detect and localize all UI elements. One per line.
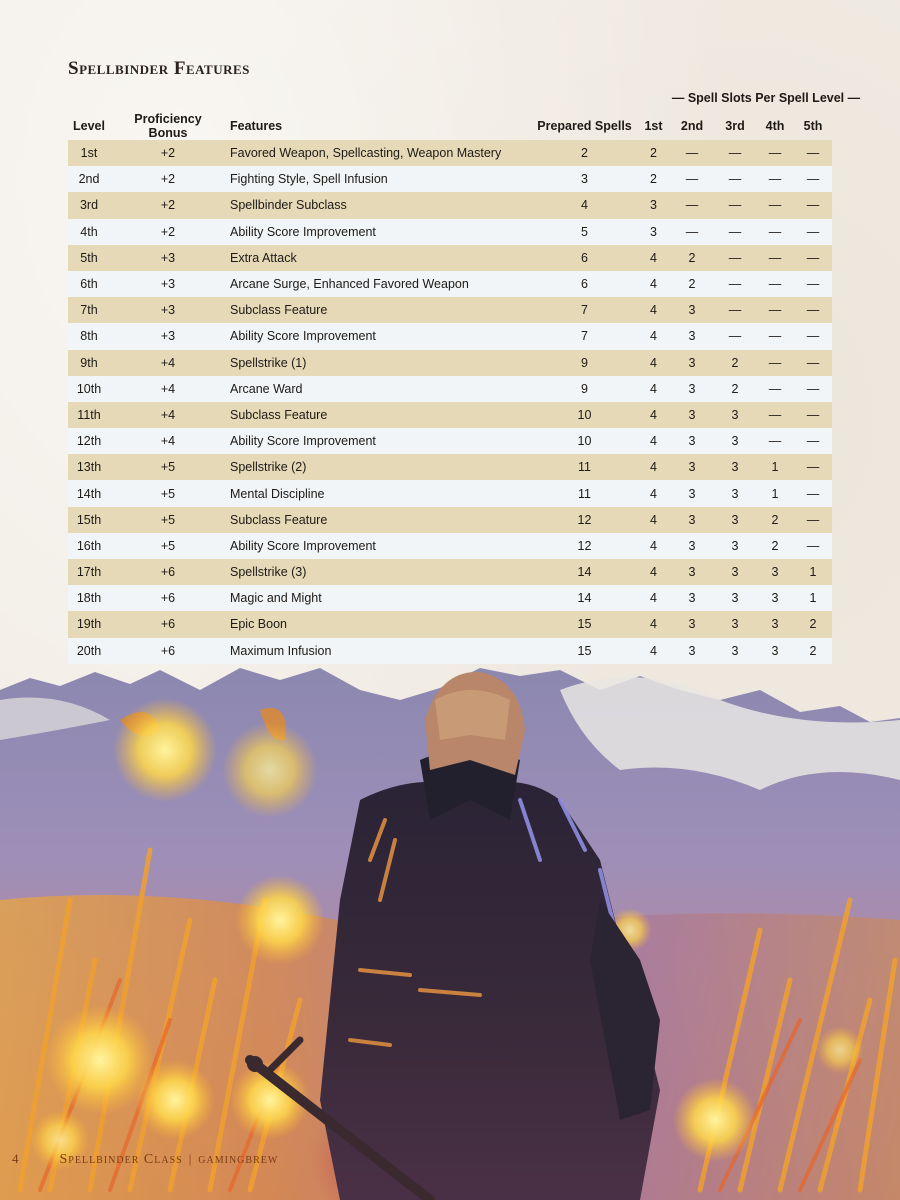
cell-prepared-spells: 10	[577, 407, 592, 422]
cell-proficiency-bonus: +3	[160, 250, 176, 265]
cell-level: 7th	[80, 303, 98, 318]
table-row	[68, 480, 832, 506]
cell-features: Ability Score Improvement	[230, 538, 376, 553]
cell-slot-1st: 4	[650, 565, 657, 580]
cell-slot-2nd: 3	[688, 591, 696, 606]
cell-prepared-spells: 11	[578, 486, 591, 501]
cell-slot-5th: —	[806, 381, 820, 396]
cell-slot-3rd: —	[728, 198, 742, 213]
cell-features: Spellstrike (3)	[230, 565, 307, 580]
cell-slot-4th: 2	[771, 512, 779, 527]
cell-slot-2nd: 3	[688, 486, 696, 501]
cell-slot-5th: —	[806, 538, 820, 553]
cell-slot-4th: —	[768, 381, 782, 396]
cell-level: 8th	[80, 329, 98, 344]
cell-slot-1st: 4	[650, 355, 657, 370]
cell-slot-1st: 4	[650, 512, 657, 527]
cell-slot-5th: —	[806, 512, 820, 527]
cell-features: Mental Discipline	[230, 486, 325, 501]
table-row	[68, 533, 832, 559]
cell-level: 18th	[76, 591, 102, 606]
cell-slot-4th: —	[768, 407, 782, 422]
cell-prepared-spells: 15	[577, 643, 592, 658]
cell-slot-1st: 2	[650, 146, 657, 161]
cell-level: 17th	[76, 565, 102, 580]
cell-features: Arcane Surge, Enhanced Favored Weapon	[230, 277, 469, 292]
cell-slot-2nd: 3	[688, 303, 696, 318]
table-body	[68, 140, 832, 664]
cell-proficiency-bonus: +3	[160, 329, 176, 344]
cell-slot-2nd: 3	[688, 460, 696, 475]
cell-slot-4th: —	[768, 224, 782, 239]
cell-slot-4th: 3	[771, 565, 779, 580]
cell-level: 11th	[77, 407, 101, 422]
cell-slot-4th: —	[768, 355, 782, 370]
cell-prepared-spells: 4	[581, 198, 588, 213]
cell-slot-5th: —	[806, 172, 820, 187]
cell-slot-1st: 4	[650, 617, 657, 632]
table-row	[68, 638, 832, 664]
cell-slot-1st: 4	[650, 591, 657, 606]
cell-slot-5th: —	[806, 277, 820, 292]
cell-slot-4th: —	[768, 303, 782, 318]
cell-slot-3rd: 3	[731, 460, 739, 475]
table-row	[68, 297, 832, 323]
cell-slot-3rd: —	[728, 277, 742, 292]
page-title: Spellbinder Features	[68, 58, 250, 79]
cell-slot-2nd: 3	[688, 381, 696, 396]
cell-slot-2nd: —	[685, 146, 699, 161]
table-row	[68, 559, 832, 585]
cell-slot-1st: 4	[650, 303, 657, 318]
cell-slot-2nd: 3	[688, 512, 696, 527]
spellbinder-features-table	[68, 112, 832, 664]
table-row	[68, 350, 832, 376]
table-row	[68, 507, 832, 533]
cell-slot-1st: 4	[650, 381, 657, 396]
cell-slot-1st: 4	[650, 460, 657, 475]
cell-level: 20th	[76, 643, 102, 658]
footer-publisher: gamingbrew	[198, 1152, 279, 1167]
cell-prepared-spells: 12	[577, 538, 592, 553]
cell-slot-2nd: 3	[688, 329, 696, 344]
page-number: 4	[12, 1151, 20, 1166]
cell-level: 5th	[80, 250, 98, 265]
cell-features: Subclass Feature	[230, 407, 328, 422]
cell-prepared-spells: 2	[581, 146, 588, 161]
cell-slot-3rd: 3	[731, 643, 739, 658]
header-prepared-spells: Prepared Spells	[537, 119, 632, 133]
cell-slot-5th: —	[806, 460, 820, 475]
table-row	[68, 219, 832, 245]
cell-slot-1st: 4	[650, 538, 657, 553]
table-row	[68, 585, 832, 611]
cell-slot-3rd: 3	[731, 512, 739, 527]
cell-level: 15th	[76, 512, 102, 527]
header-slot-1st: 1st	[644, 119, 663, 133]
cell-slot-4th: 2	[771, 538, 779, 553]
header-features: Features	[230, 119, 283, 133]
cell-slot-3rd: —	[728, 172, 742, 187]
cell-slot-1st: 4	[650, 329, 657, 344]
cell-slot-1st: 2	[650, 172, 657, 187]
cell-slot-1st: 4	[650, 277, 657, 292]
cell-slot-4th: 3	[771, 617, 779, 632]
cell-slot-4th: 1	[771, 460, 779, 475]
cell-slot-2nd: 2	[688, 277, 696, 292]
cell-proficiency-bonus: +5	[160, 460, 176, 475]
cell-proficiency-bonus: +5	[160, 538, 176, 553]
cell-slot-5th: —	[806, 224, 820, 239]
cell-features: Arcane Ward	[230, 381, 303, 396]
cell-slot-1st: 4	[650, 434, 657, 449]
cell-proficiency-bonus: +2	[160, 146, 176, 161]
cell-slot-3rd: —	[728, 250, 742, 265]
cell-slot-2nd: 3	[688, 565, 696, 580]
cell-proficiency-bonus: +2	[160, 224, 176, 239]
cell-features: Ability Score Improvement	[230, 434, 376, 449]
cell-slot-4th: —	[768, 172, 782, 187]
cell-slot-3rd: 3	[731, 565, 739, 580]
cell-slot-2nd: 3	[688, 643, 696, 658]
cell-proficiency-bonus: +6	[160, 617, 176, 632]
cell-slot-2nd: 2	[688, 250, 696, 265]
cell-level: 2nd	[78, 172, 100, 187]
cell-slot-3rd: 3	[731, 407, 739, 422]
cell-slot-3rd: 2	[731, 381, 739, 396]
cell-proficiency-bonus: +6	[160, 565, 176, 580]
cell-slot-5th: —	[806, 329, 820, 344]
header-slot-2nd: 2nd	[680, 119, 704, 133]
cell-prepared-spells: 9	[581, 381, 588, 396]
table-row	[68, 140, 832, 166]
header-proficiency-bonus: Proficiency Bonus	[134, 112, 202, 140]
cell-level: 16th	[76, 538, 102, 553]
cell-features: Ability Score Improvement	[230, 224, 376, 239]
table-row	[68, 376, 832, 402]
cell-slot-5th: —	[806, 303, 820, 318]
cell-slot-5th: —	[806, 486, 820, 501]
cell-slot-1st: 4	[650, 250, 657, 265]
page-footer	[12, 1151, 278, 1168]
table-row	[68, 245, 832, 271]
table-row	[68, 454, 832, 480]
cell-prepared-spells: 5	[581, 224, 588, 239]
cell-features: Fighting Style, Spell Infusion	[230, 172, 388, 187]
cell-slot-1st: 4	[650, 486, 657, 501]
cell-prepared-spells: 6	[581, 250, 588, 265]
cell-proficiency-bonus: +6	[160, 591, 176, 606]
cell-slot-3rd: 3	[731, 486, 739, 501]
cell-level: 14th	[76, 486, 102, 501]
cell-prepared-spells: 6	[581, 277, 588, 292]
cell-slot-3rd: 3	[731, 617, 739, 632]
cell-level: 19th	[76, 617, 102, 632]
cell-slot-3rd: —	[728, 303, 742, 318]
cell-slot-1st: 3	[650, 224, 657, 239]
cell-slot-2nd: 3	[688, 434, 696, 449]
cell-proficiency-bonus: +4	[160, 355, 176, 370]
cell-slot-3rd: —	[728, 224, 742, 239]
table-row	[68, 192, 832, 218]
cell-slot-4th: —	[768, 198, 782, 213]
header-slot-4th: 4th	[765, 119, 785, 133]
cell-proficiency-bonus: +4	[160, 381, 176, 396]
cell-slot-5th: —	[806, 146, 820, 161]
cell-prepared-spells: 12	[577, 512, 592, 527]
footer-separator: |	[188, 1151, 193, 1166]
cell-slot-4th: 1	[771, 486, 779, 501]
table-row	[68, 611, 832, 637]
cell-prepared-spells: 3	[581, 172, 588, 187]
cell-proficiency-bonus: +2	[160, 172, 176, 187]
footer-class-name: Spellbinder Class	[59, 1152, 183, 1167]
cell-slot-5th: 1	[809, 565, 817, 580]
header-level: Level	[73, 119, 105, 133]
cell-features: Maximum Infusion	[230, 643, 332, 658]
cell-level: 9th	[80, 355, 98, 370]
cell-level: 4th	[80, 224, 98, 239]
cell-slot-2nd: 3	[688, 355, 696, 370]
cell-slot-5th: —	[806, 434, 820, 449]
cell-slot-4th: —	[768, 250, 782, 265]
cell-prepared-spells: 14	[577, 565, 592, 580]
cell-slot-1st: 3	[650, 198, 657, 213]
cell-slot-2nd: 3	[688, 538, 696, 553]
cell-prepared-spells: 10	[577, 434, 592, 449]
table-row	[68, 428, 832, 454]
cell-level: 6th	[80, 277, 98, 292]
cell-slot-2nd: —	[685, 224, 699, 239]
cell-slot-5th: —	[806, 250, 820, 265]
cell-features: Magic and Might	[230, 591, 322, 606]
cell-slot-3rd: 3	[731, 591, 739, 606]
cell-proficiency-bonus: +3	[160, 303, 176, 318]
cell-prepared-spells: 14	[577, 591, 592, 606]
cell-prepared-spells: 7	[581, 329, 588, 344]
cell-features: Epic Boon	[230, 617, 287, 632]
cell-level: 1st	[80, 146, 98, 161]
cell-level: 12th	[76, 434, 102, 449]
cell-slot-3rd: 2	[731, 355, 739, 370]
cell-slot-4th: —	[768, 146, 782, 161]
cell-slot-4th: 3	[771, 591, 779, 606]
cell-features: Spellstrike (2)	[230, 460, 307, 475]
cell-proficiency-bonus: +5	[160, 486, 176, 501]
cell-proficiency-bonus: +3	[160, 277, 176, 292]
header-slot-3rd: 3rd	[725, 119, 745, 133]
cell-features: Subclass Feature	[230, 303, 328, 318]
cell-slot-3rd: 3	[731, 538, 739, 553]
cell-level: 10th	[76, 381, 102, 396]
cell-prepared-spells: 7	[581, 303, 588, 318]
cell-slot-1st: 4	[650, 407, 657, 422]
cell-slot-5th: —	[806, 355, 820, 370]
table-row	[68, 323, 832, 349]
cell-prepared-spells: 9	[581, 355, 588, 370]
cell-features: Ability Score Improvement	[230, 329, 376, 344]
cell-proficiency-bonus: +5	[160, 512, 176, 527]
table-row	[68, 402, 832, 428]
cell-slot-4th: —	[768, 277, 782, 292]
header-slot-5th: 5th	[803, 119, 823, 133]
spell-slots-header: — Spell Slots Per Spell Level —	[671, 91, 861, 105]
cell-proficiency-bonus: +4	[160, 434, 176, 449]
table-row	[68, 166, 832, 192]
cell-prepared-spells: 15	[577, 617, 592, 632]
cell-slot-3rd: —	[728, 146, 742, 161]
cell-slot-1st: 4	[650, 643, 657, 658]
cell-slot-5th: 2	[809, 643, 817, 658]
cell-slot-2nd: 3	[688, 407, 696, 422]
cell-features: Subclass Feature	[230, 512, 328, 527]
cell-proficiency-bonus: +2	[160, 198, 176, 213]
cell-slot-4th: —	[768, 329, 782, 344]
cell-level: 13th	[76, 460, 102, 475]
cell-slot-2nd: —	[685, 198, 699, 213]
cell-slot-2nd: 3	[688, 617, 696, 632]
cell-slot-5th: —	[806, 198, 820, 213]
cell-slot-3rd: —	[728, 329, 742, 344]
cell-features: Spellstrike (1)	[230, 355, 307, 370]
cell-features: Extra Attack	[230, 250, 297, 265]
cell-slot-2nd: —	[685, 172, 699, 187]
cell-slot-3rd: 3	[731, 434, 739, 449]
cell-level: 3rd	[79, 198, 99, 213]
cell-proficiency-bonus: +6	[160, 643, 176, 658]
cell-slot-5th: —	[806, 407, 820, 422]
table-row	[68, 271, 832, 297]
cell-slot-4th: 3	[771, 643, 779, 658]
cell-prepared-spells: 11	[578, 460, 591, 475]
cell-features: Spellbinder Subclass	[230, 198, 347, 213]
table-header-row	[68, 112, 832, 140]
cell-features: Favored Weapon, Spellcasting, Weapon Mastery	[230, 146, 502, 161]
cell-slot-5th: 2	[809, 617, 817, 632]
cell-slot-5th: 1	[809, 591, 817, 606]
cell-slot-4th: —	[768, 434, 782, 449]
cell-proficiency-bonus: +4	[160, 407, 176, 422]
